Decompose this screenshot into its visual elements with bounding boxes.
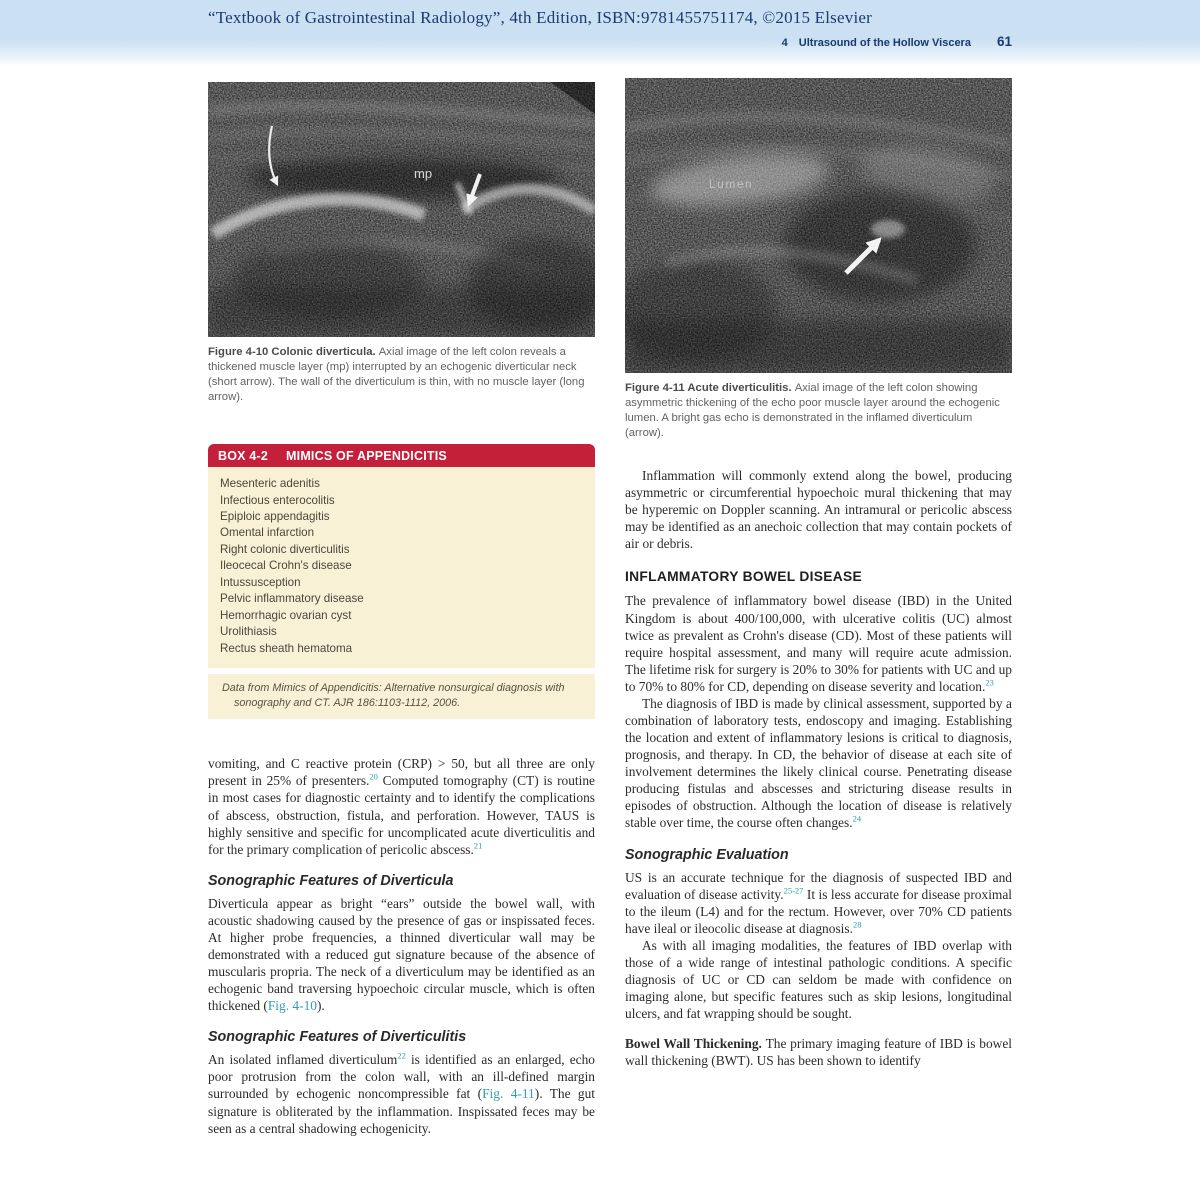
- box-list-item: Pelvic inflammatory disease: [220, 592, 364, 606]
- heading-sonographic-evaluation: Sonographic Evaluation: [625, 846, 789, 863]
- text-segment: Bowel Wall Thickening.: [625, 1036, 766, 1052]
- text-segment: Acute diverticulitis.: [687, 382, 795, 394]
- paragraph-imaging-overlap: [625, 937, 1012, 1022]
- box-list-item: Right colonic diverticulitis: [220, 542, 350, 556]
- left-column: [208, 56, 595, 1137]
- page-content: [208, 56, 1012, 1137]
- text-segment: is identified as an enlarged, echo poor protrusion from the colon wall, with an ill-defined margin surrounded by echogenic noncompressible fat (: [208, 1052, 596, 1102]
- book-title: “Textbook of Gastrointestinal Radiology”, 4th Edition, ISBN:9781455751174, ©2015 Elsevier: [208, 8, 872, 27]
- ultrasound-image-fig-4-11: [625, 78, 1012, 373]
- figure-4-11-caption: [625, 381, 1012, 441]
- paragraph-diverticulitis-features: [208, 1051, 595, 1136]
- text-segment: Diverticula appear as bright “ears” outside the bowel wall, with acoustic shadowing caused by the presence of gas or inspissated feces. At higher probe frequencies, a thinned diverticular wall may be demonstrated with a reduced gut signature because of the absence of muscularis propria. The neck of a diverticulum may be identified as an echogenic band traversing hypoechoic circular muscle, which is often thickened (: [208, 895, 595, 1014]
- text-segment: The diagnosis of IBD is made by clinical assessment, supported by a combination of laboratory tests, endoscopy and imaging. Establishing the location and extent of inflammatory lesions is critical to diagnosis, prognosis, and therapy. In CD, the behavior of disease at each site of involvement determines the likely clinical course. Penetrating disease producing fistulas and abscesses and stricturing disease results in episodes of obstruction. Although the location of disease is relatively stable over time, the course often changes.: [625, 695, 1012, 831]
- box-list-item: Hemorrhagic ovarian cyst: [220, 608, 352, 622]
- ultrasound-image-fig-4-10: [208, 82, 595, 337]
- text-segment: Axial image of the left colon reveals a thickened muscle layer (mp) interrupted by an echogenic diverticular neck (short arrow). The wall of the diverticulum is thin, with no muscle layer (long arrow).: [208, 346, 585, 404]
- reference-superscript: 24: [852, 814, 862, 824]
- page-number: 61: [996, 34, 1012, 49]
- running-head: [782, 34, 1012, 49]
- text-segment: Colonic diverticula.: [271, 346, 379, 358]
- figure-4-10: [208, 82, 595, 405]
- paragraph-ibd-diagnosis: [625, 695, 1012, 832]
- mp-label: mp: [414, 166, 433, 181]
- reference-superscript: 21: [473, 840, 483, 851]
- text-segment: It is less accurate for disease proximal to the ileum (L4) and for the rectum. However, over 70% CD patients have ileal or ileocolic disease at diagnosis.: [625, 886, 1012, 936]
- reference-superscript: 23: [985, 677, 994, 688]
- box-label: BOX 4-2: [218, 449, 269, 464]
- reference-superscript: 22: [397, 1050, 406, 1061]
- paragraph-diverticulitis-workup: [208, 755, 595, 857]
- text-segment: ). The gut signature is obliterated by the inflammation. Inspissated feces may be seen as a central shadowing echogenicity.: [208, 1086, 595, 1136]
- box-list-item: Mesenteric adenitis: [220, 477, 320, 491]
- speckle-overlay: [625, 78, 1012, 373]
- box-source-note: Data from Mimics of Appendicitis: Alternative nonsurgical diagnosis with sonography and CT. AJR 186:1103-1112, 2006.: [208, 674, 595, 719]
- figure-crossref: Fig. 4-11: [482, 1086, 535, 1102]
- speckle-overlay: [208, 82, 595, 337]
- text-segment: vomiting, and C reactive protein (CRP) > 50, but all three are only present in 25% of presenters.: [208, 756, 595, 789]
- heading-inflammatory-bowel-disease: INFLAMMATORY BOWEL DISEASE: [625, 569, 862, 585]
- heading-sonographic-features-diverticulitis: Sonographic Features of Diverticulitis: [208, 1029, 467, 1046]
- text-segment: Inflammation will commonly extend along the bowel, producing asymmetric or circumferential hypoechoic mural thickening that may be hyperemic on Doppler scanning. An intramural or pericolic abscess may be identified as an anechoic collection that may contain pockets of air or debris.: [625, 468, 1012, 552]
- box-list-item: Infectious enterocolitis: [220, 493, 335, 507]
- paragraph-ibd-prevalence: [625, 592, 1012, 694]
- text-segment: As with all imaging modalities, the features of IBD overlap with those of a wide range of intestinal pathologic conditions. A specific diagnosis of UC or CD can seldom be made with confidence on imaging alone, but specific features such as skip lesions, longitudinal ulcers, and fat wrapping should be sought.: [625, 937, 1012, 1022]
- text-segment: Computed tomography (CT) is routine in most cases for diagnostic certainty and to identify the complications of abscess, obstruction, fistula, and perforation. However, TAUS is highly sensitive and specific for uncomplicated acute diverticulitis and for the primary complication of pericolic abscess.: [208, 773, 595, 857]
- text-segment: Axial image of the left colon showing asymmetric thickening of the echo poor muscle layer around the echogenic lumen. A bright gas echo is demonstrated in the inflamed diverticulum (arrow).: [625, 382, 1000, 440]
- right-column: [625, 56, 1012, 1137]
- text-segment: Figure 4-10: [208, 346, 272, 358]
- box-list-item: Rectus sheath hematoma: [220, 641, 353, 655]
- text-segment: An isolated inflamed diverticulum: [208, 1052, 398, 1068]
- heading-sonographic-features-diverticula: Sonographic Features of Diverticula: [208, 872, 454, 889]
- box-list-item: Ileocecal Crohn's disease: [220, 559, 352, 573]
- page-header-band: [0, 0, 1200, 56]
- box-list-item: Omental infarction: [220, 526, 315, 540]
- paragraph-bowel-wall-thickening: [625, 1035, 1012, 1069]
- chapter-number: 4: [781, 37, 788, 49]
- paragraph-diverticula-features: [208, 895, 595, 1015]
- reference-superscript: 25-27: [783, 885, 804, 896]
- text-segment: US is an accurate technique for the diagnosis of suspected IBD and evaluation of disease activity.: [625, 869, 1012, 902]
- figure-4-11: [625, 78, 1012, 441]
- paragraph-us-accuracy: [625, 869, 1012, 937]
- box-item-list: [208, 467, 595, 668]
- text-segment: ).: [316, 998, 325, 1014]
- reference-superscript: 28: [852, 919, 862, 930]
- box-list-item: Epiploic appendagitis: [220, 509, 330, 523]
- lumen-label: Lumen: [709, 177, 754, 191]
- box-list-item: Urolithiasis: [220, 625, 277, 639]
- paragraph-inflammation-extension: [625, 467, 1012, 552]
- box-4-2: [208, 444, 595, 719]
- chapter-title: Ultrasound of the Hollow Viscera: [798, 37, 971, 49]
- reference-superscript: 20: [369, 771, 378, 782]
- box-header: [208, 444, 595, 467]
- text-segment: The primary imaging feature of IBD is bowel wall thickening (BWT). US has been shown to identify: [625, 1036, 1012, 1069]
- text-segment: Figure 4-11: [625, 382, 688, 394]
- figure-crossref: Fig. 4-10: [267, 998, 317, 1014]
- text-segment: The prevalence of inflammatory bowel disease (IBD) in the United Kingdom is about 400/100,000, with ulcerative colitis (UC) almost twice as prevalent as Crohn's disease (CD). Most of these patients will require hospital assessment, and many will require acute admission. The lifetime risk for surgery is 20% to 30% for patients with UC and up to 70% to 80% for CD, depending on disease severity and location.: [625, 593, 1012, 694]
- figure-4-10-caption: [208, 345, 595, 405]
- box-title: MIMICS OF APPENDICITIS: [286, 449, 447, 464]
- box-list-item: Intussusception: [220, 575, 301, 589]
